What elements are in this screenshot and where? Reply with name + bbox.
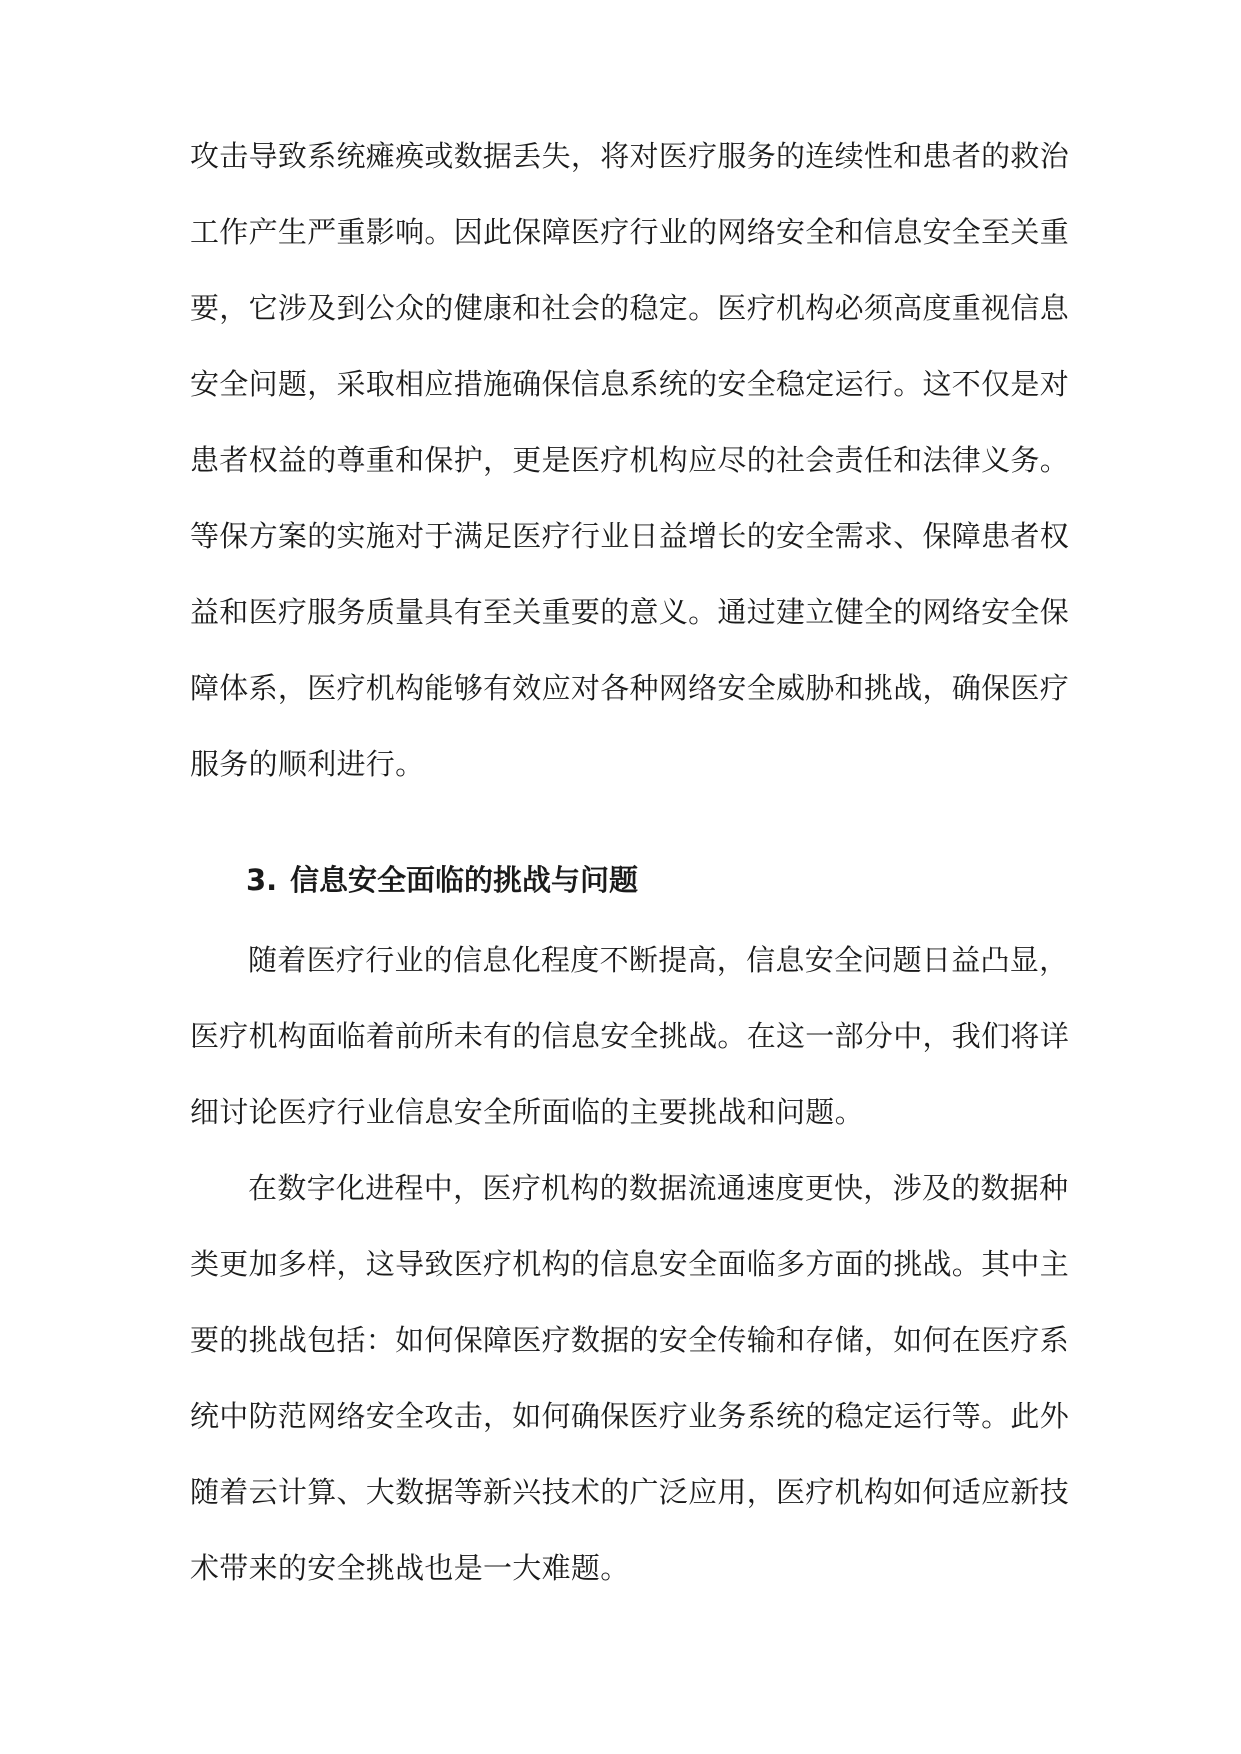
paragraph-3-line-1: 在数字化进程中，医疗机构的数据流通速度更快，涉及的数据种 [248, 1171, 1069, 1205]
paragraph-3-line-5: 随着云计算、大数据等新兴技术的广泛应用，医疗机构如何适应新技 [190, 1475, 1070, 1509]
paragraph-1-line-3: 要，它涉及到公众的健康和社会的稳定。医疗机构必须高度重视信息 [190, 291, 1070, 325]
paragraph-1-line-5: 患者权益的尊重和保护，更是医疗机构应尽的社会责任和法律义务。 [190, 443, 1070, 477]
paragraph-1-line-2: 工作产生严重影响。因此保障医疗行业的网络安全和信息安全至关重 [190, 215, 1070, 249]
paragraph-1-line-8: 障体系，医疗机构能够有效应对各种网络安全威胁和挑战，确保医疗 [190, 671, 1070, 705]
paragraph-3-line-4: 统中防范网络安全攻击，如何确保医疗业务系统的稳定运行等。此外 [190, 1399, 1070, 1433]
paragraph-1-line-1: 攻击导致系统瘫痪或数据丢失，将对医疗服务的连续性和患者的救治 [190, 139, 1070, 173]
paragraph-3-line-3: 要的挑战包括：如何保障医疗数据的安全传输和存储，如何在医疗系 [190, 1323, 1070, 1357]
paragraph-1-line-6: 等保方案的实施对于满足医疗行业日益增长的安全需求、保障患者权 [190, 519, 1070, 553]
paragraph-2-line-2: 医疗机构面临着前所未有的信息安全挑战。在这一部分中，我们将详 [190, 1019, 1070, 1053]
paragraph-3-line-2: 类更加多样，这导致医疗机构的信息安全面临多方面的挑战。其中主 [190, 1247, 1070, 1281]
section-heading [246, 860, 638, 900]
paragraph-3-line-6: 术带来的安全挑战也是一大难题。 [190, 1551, 630, 1585]
paragraph-2-line-1: 随着医疗行业的信息化程度不断提高，信息安全问题日益凸显， [248, 943, 1069, 977]
section-title: 信息安全面临的挑战与问题 [290, 863, 639, 897]
paragraph-2-line-3: 细讨论医疗行业信息安全所面临的主要挑战和问题。 [190, 1095, 864, 1129]
paragraph-1-line-7: 益和医疗服务质量具有至关重要的意义。通过建立健全的网络安全保 [190, 595, 1070, 629]
section-number: 3. [246, 863, 278, 897]
paragraph-1-line-9: 服务的顺利进行。 [190, 747, 425, 781]
paragraph-1-line-4: 安全问题，采取相应措施确保信息系统的安全稳定运行。这不仅是对 [190, 367, 1070, 401]
